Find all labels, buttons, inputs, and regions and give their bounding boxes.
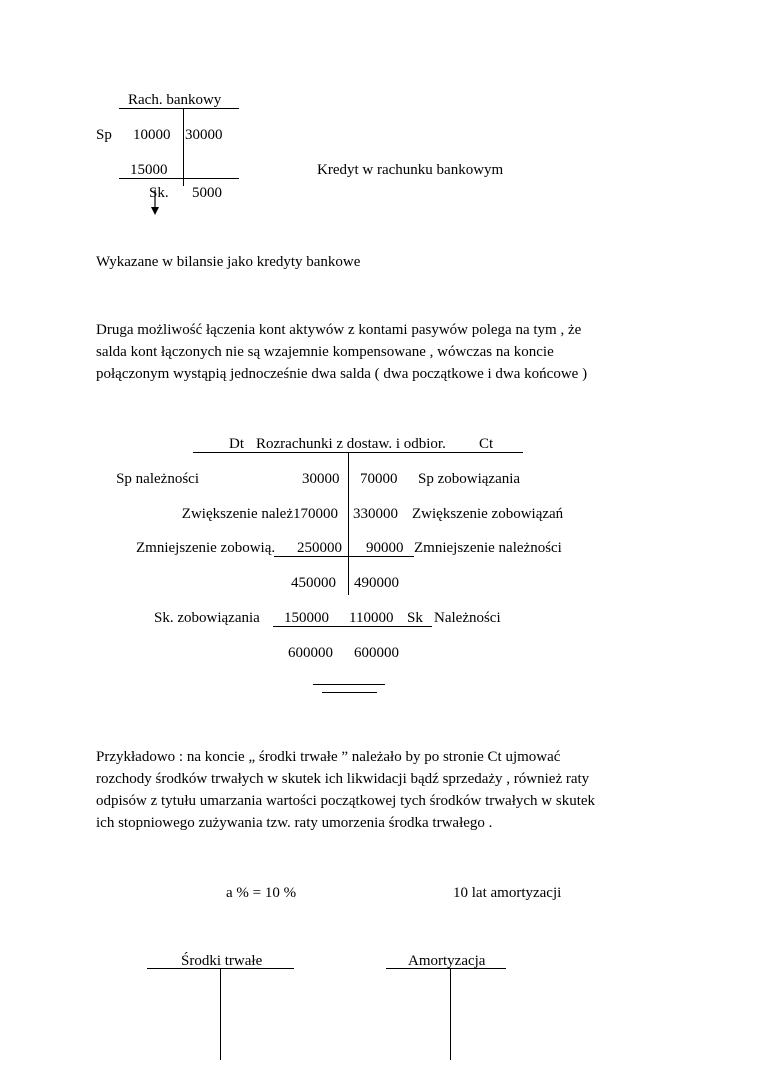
paragraph-2-line: Przykładowo : na koncie „ środki trwałe ” należało by po stronie Ct ujmować [96, 749, 561, 765]
bank-account-opening-label: Sp [96, 127, 112, 143]
settlements-row-right-label: Sp zobowiązania [418, 471, 521, 487]
settlements-row-left-label: Zmniejszenie zobowią. [136, 540, 276, 556]
settlements-center-line [348, 452, 349, 595]
fixed-assets-title: Środki trwałe [181, 953, 263, 969]
settlements-closing-line [273, 626, 432, 627]
paragraph-2-line: rozchody środków trwałych w skutek ich likwidacji bądź sprzedaży , również raty [96, 771, 590, 787]
amortization-top-line [386, 968, 506, 969]
bank-account-total-line [119, 178, 239, 179]
settlements-row-right-value: 70000 [360, 471, 398, 487]
credit-label: Kredyt w rachunku bankowym [317, 162, 504, 178]
paragraph-2-line: ich stopniowego zużywania tzw. raty umorzenia środka trwałego . [96, 815, 493, 831]
settlements-dt-label: Dt [229, 436, 244, 452]
paragraph-2-line: odpisów z tytułu umarzania wartości początkowej tych środków trwałych w skutek [96, 793, 596, 809]
settlements-total-left: 600000 [288, 645, 333, 661]
settlements-row-left-label: Zwiększenie należ [181, 506, 293, 522]
settlements-row-right-value: 90000 [366, 540, 404, 556]
bank-account-closing-label: Sk. [149, 185, 169, 201]
settlements-total-right: 600000 [354, 645, 399, 661]
settlements-row-left-label: Sp należności [116, 471, 199, 487]
bank-account-opening-debit: 10000 [133, 127, 171, 143]
years-text: 10 lat amortyzacji [453, 885, 562, 901]
settlements-title: Rozrachunki z dostaw. i odbior. [256, 436, 446, 452]
settlements-row-right-value: 330000 [353, 506, 398, 522]
paragraph-2 [96, 746, 696, 834]
paragraph-1-line: połączonym wystąpią jednocześnie dwa salda ( dwa początkowe i dwa końcowe ) [96, 366, 588, 382]
settlements-double-line-top [313, 684, 385, 685]
paragraph-1-line: Druga możliwość łączenia kont aktywów z kontami pasywów polega na tym , że [96, 322, 582, 338]
bank-account-title: Rach. bankowy [128, 92, 222, 108]
bank-account-top-line [119, 108, 239, 109]
balance-note: Wykazane w bilansie jako kredyty bankowe [96, 254, 361, 270]
settlements-subtotal-left: 450000 [291, 575, 336, 591]
settlements-closing-left-label: Sk. zobowiązania [154, 610, 260, 626]
settlements-row-right-label: Zwiększenie zobowiązań [412, 506, 564, 522]
settlements-closing-right-prefix: Sk [407, 610, 423, 626]
paragraph-1-line: salda kont łączonych nie są wzajemnie kompensowane , wówczas na koncie [96, 344, 554, 360]
rate-text: a % = 10 % [226, 885, 297, 901]
settlements-closing-right-value: 110000 [349, 610, 394, 626]
settlements-row-left-value: 30000 [302, 471, 340, 487]
settlements-top-line [193, 452, 523, 453]
bank-account-debit-total: 15000 [130, 162, 168, 178]
amortization-center-line [450, 968, 451, 1060]
bank-account-closing-value: 5000 [192, 185, 222, 201]
settlements-row-left-value: 250000 [297, 540, 342, 556]
settlements-closing-left-value: 150000 [284, 610, 329, 626]
down-arrow-icon [148, 190, 164, 218]
paragraph-1 [96, 319, 696, 385]
settlements-closing-right-label: Należności [434, 610, 501, 626]
fixed-assets-center-line [220, 968, 221, 1060]
bank-account-credit-entry: 30000 [185, 127, 223, 143]
bank-account-center-line [183, 108, 184, 186]
settlements-ct-label: Ct [479, 436, 494, 452]
settlements-subtotal-right: 490000 [354, 575, 399, 591]
settlements-row-left-value: 170000 [293, 506, 338, 522]
settlements-row-right-label: Zmniejszenie należności [414, 540, 562, 556]
settlements-double-line-bottom [322, 692, 377, 693]
amortization-title: Amortyzacja [408, 953, 486, 969]
settlements-subtotal-line [274, 556, 414, 557]
